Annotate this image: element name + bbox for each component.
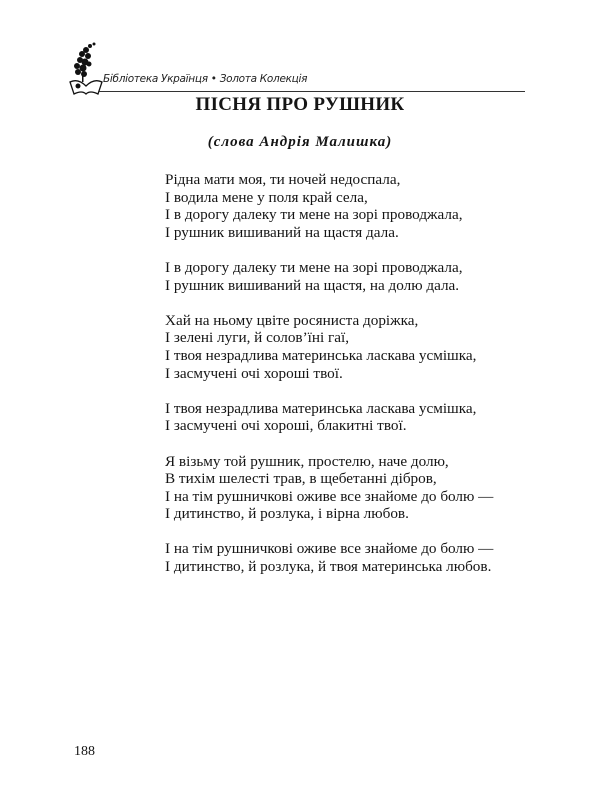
stanza [165, 540, 493, 575]
poem-line: І засмучені очі хороші твої. [165, 364, 343, 382]
page-title: ПІСНЯ ПРО РУШНИК [195, 94, 405, 115]
lilac-book-icon [68, 40, 104, 96]
poem-line: Я візьму той рушник, простелю, наче долю, [165, 452, 449, 470]
stanza [165, 400, 493, 435]
poem-line: В тихім шелесті трав, в щебетанні дібров, [165, 470, 437, 488]
series-title: Бібліотека Українця • Золота Колекція [103, 73, 308, 85]
poem-line: І твоя незрадлива материнська ласкава усмішка, [165, 399, 477, 417]
poem-line: І дитинство, й розлука, і вірна любов. [165, 505, 409, 523]
poem-line: І на тім рушничкові оживе все знайоме до болю — [165, 487, 494, 505]
poem-line: І на тім рушничкові оживе все знайоме до болю — [165, 540, 494, 558]
stanza [165, 171, 493, 241]
page-number: 188 [74, 744, 95, 759]
poem-line: І рушник вишиваний на щастя, на долю дала. [165, 276, 460, 294]
poem-line: І засмучені очі хороші, блакитні твої. [165, 417, 407, 435]
author-subtitle: (слова Андрія Малишка) [207, 134, 393, 150]
poem-line: І в дорогу далеку ти мене на зорі проводжала, [165, 206, 463, 224]
stanza [165, 259, 493, 294]
poem-line: І водила мене у поля край села, [165, 188, 368, 206]
poem-line: І рушник вишиваний на щастя дала. [165, 223, 399, 241]
poem-line: Хай на ньому цвіте росяниста доріжка, [165, 311, 419, 329]
poem-line: І зелені луги, й солов’їні гаї, [165, 329, 349, 347]
poem-line: Рідна мати моя, ти ночей недоспала, [165, 171, 401, 188]
poem-line: І в дорогу далеку ти мене на зорі проводжала, [165, 258, 463, 276]
stanza [165, 312, 493, 382]
poem-line: І твоя незрадлива материнська ласкава усмішка, [165, 346, 477, 364]
poem-body [165, 171, 493, 593]
poem-line: І дитинство, й розлука, й твоя материнська любов. [165, 558, 492, 576]
stanza [165, 453, 493, 523]
header-divider [98, 91, 525, 92]
